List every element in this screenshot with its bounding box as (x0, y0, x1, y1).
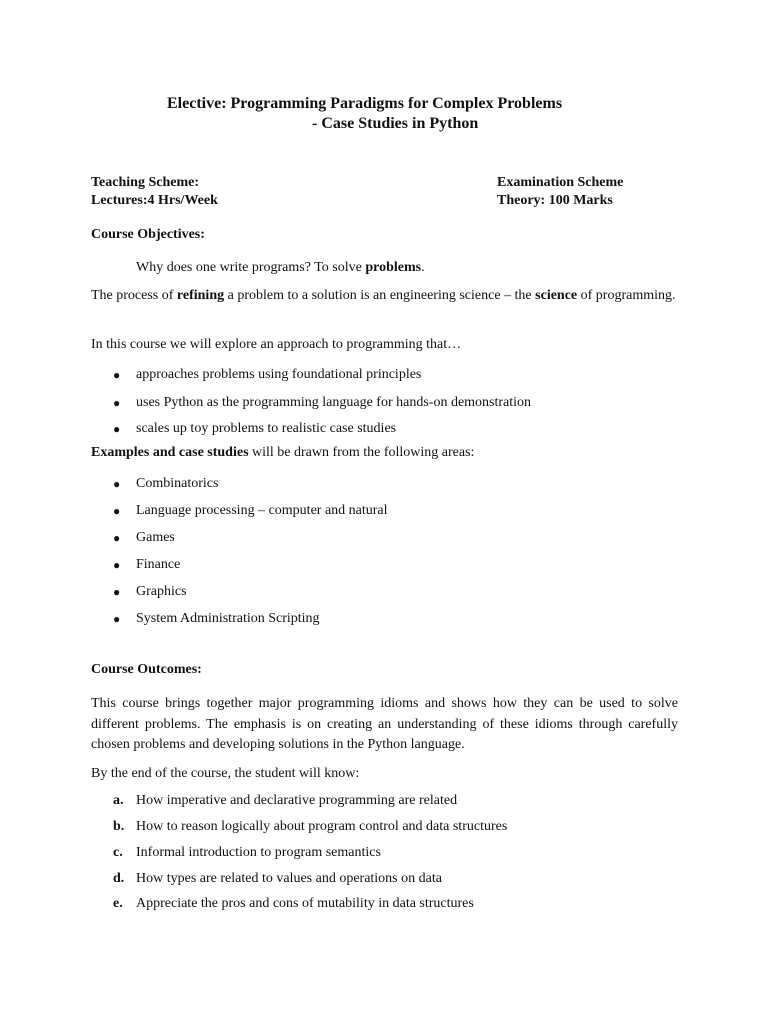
bullet-icon: ● (113, 477, 121, 491)
p1-bold-science: science (535, 288, 578, 303)
bullet-icon: ● (113, 422, 121, 436)
p1-part-e: of programming. (577, 288, 676, 303)
list-item-text: uses Python as the programming language for hands-on demonstration (136, 395, 532, 410)
outcomes-paragraph-1: This course brings together major programming idioms and shows how they can be used to solve different problems. The emphasis is on creating an understanding of these idioms through carefully chosen problems and developing solutions in the Python language. (91, 696, 678, 752)
list-marker: e. (113, 896, 123, 911)
list-item-text: approaches problems using foundational principles (136, 367, 422, 382)
title-line-1: Elective: Programming Paradigms for Complex Problems (167, 95, 563, 112)
bullet-icon: ● (113, 531, 121, 545)
outcomes-paragraph-2: By the end of the course, the student will know: (91, 766, 360, 781)
bullet-icon: ● (113, 368, 121, 382)
list-item-text: scales up toy problems to realistic case studies (136, 421, 397, 436)
areas-intro-bold: Examples and case studies (91, 445, 249, 460)
list-item-text: Graphics (136, 584, 187, 599)
question-bold: problems (365, 260, 422, 275)
areas-intro (91, 443, 678, 464)
list-marker: c. (113, 845, 123, 860)
p1-part-a: The process of (91, 288, 177, 303)
lectures-value: Lectures:4 Hrs/Week (91, 193, 218, 208)
list-item-text: Language processing – computer and natural (136, 503, 388, 518)
document-page (91, 0, 678, 1024)
areas-intro-rest: will be drawn from the following areas: (248, 445, 475, 460)
p1-part-c: a problem to a solution is an engineering science – the (224, 288, 536, 303)
list-item-text: How to reason logically about program control and data structures (136, 819, 508, 834)
teaching-scheme-label: Teaching Scheme: (91, 175, 199, 190)
examination-scheme (497, 174, 623, 210)
course-outcomes-heading: Course Outcomes: (91, 662, 202, 677)
document-title (91, 94, 678, 134)
objectives-paragraph-2: In this course we will explore an approach to programming that… (91, 337, 462, 352)
question-text: Why does one write programs? To solve (136, 260, 366, 275)
list-item-text: Games (136, 530, 175, 545)
list-item-text: Appreciate the pros and cons of mutability in data structures (136, 896, 474, 911)
examination-scheme-label: Examination Scheme (497, 175, 624, 190)
bullet-icon: ● (113, 612, 121, 626)
list-marker: b. (113, 819, 125, 834)
theory-value: Theory: 100 Marks (497, 193, 613, 208)
list-item-text: Informal introduction to program semantics (136, 845, 381, 860)
p1-bold-refining: refining (176, 288, 225, 303)
objectives-question (91, 258, 723, 279)
bullet-icon: ● (113, 396, 121, 410)
list-item-text: Finance (136, 557, 181, 572)
bullet-icon: ● (113, 504, 121, 518)
teaching-scheme (91, 174, 218, 210)
list-marker: d. (113, 871, 125, 886)
list-item-text: System Administration Scripting (136, 611, 320, 626)
list-item-text: How types are related to values and operations on data (136, 871, 442, 886)
list-item-text: How imperative and declarative programming are related (136, 793, 458, 808)
bullet-icon: ● (113, 585, 121, 599)
course-objectives-heading: Course Objectives: (91, 227, 205, 242)
title-line-2: - Case Studies in Python (312, 115, 479, 132)
objectives-paragraph-1 (91, 286, 678, 307)
list-item-text: Combinatorics (136, 476, 219, 491)
bullet-icon: ● (113, 558, 121, 572)
list-marker: a. (113, 793, 124, 808)
question-end: . (421, 260, 425, 275)
